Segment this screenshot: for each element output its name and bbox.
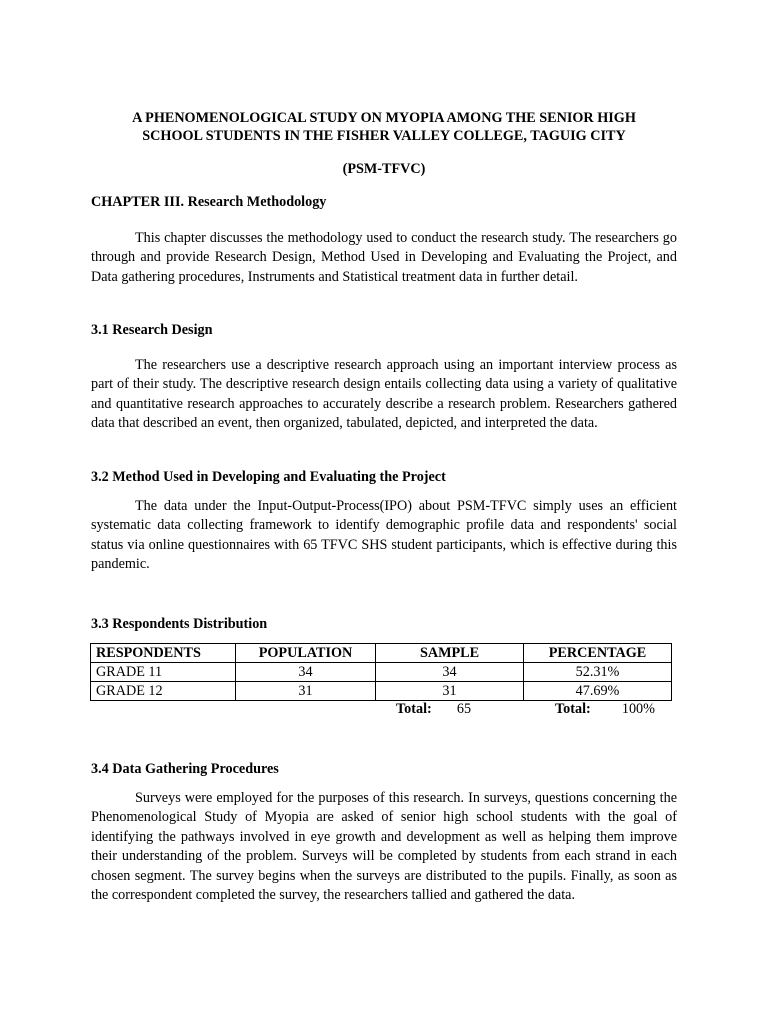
cell-respondents: GRADE 11 <box>91 663 236 682</box>
method-heading: 3.2 Method Used in Developing and Evaluating the Project <box>91 469 446 485</box>
distribution-table <box>90 643 672 701</box>
cell-sample: 31 <box>376 682 524 701</box>
title-line-2: SCHOOL STUDENTS IN THE FISHER VALLEY COLLEGE, TAGUIG CITY <box>142 128 626 144</box>
percentage-total-label: Total: <box>555 701 591 717</box>
title-line-1: A PHENOMENOLOGICAL STUDY ON MYOPIA AMONG THE SENIOR HIGH <box>132 110 636 126</box>
document-acronym: (PSM-TFVC) <box>342 161 426 177</box>
header-sample: SAMPLE <box>376 644 524 663</box>
intro-paragraph: This chapter discusses the methodology used to conduct the research study. The researchers go through and provide Research Design, Method Used in Developing and Evaluating the Project, and Data gathering procedures, Instruments and Statistical treatment data in further detail. <box>91 230 677 285</box>
header-percentage: PERCENTAGE <box>524 644 672 663</box>
document-title <box>90 109 678 145</box>
table-header-row <box>91 644 672 663</box>
cell-sample: 34 <box>376 663 524 682</box>
sample-total-value: 65 <box>456 701 472 717</box>
sample-total <box>396 700 471 719</box>
research-design-paragraph: The researchers use a descriptive research approach using an important interview process as part of their study. The descriptive research design entails collecting data using a variety of qualitative and quantitative research approaches to accurately describe a research problem. Researchers gathered data that described an event, then organized, tabulated, depicted, and interpreted the data. <box>91 357 677 432</box>
cell-population: 34 <box>236 663 376 682</box>
table-row <box>91 663 672 682</box>
distribution-heading: 3.3 Respondents Distribution <box>91 616 268 632</box>
percentage-total-value: 100% <box>621 701 655 717</box>
chapter-heading: CHAPTER III. Research Methodology <box>91 194 327 210</box>
method-paragraph: The data under the Input-Output-Process(IPO) about PSM-TFVC simply uses an efficient systematic data collecting framework to identify demographic profile data and respondents' social status via online questionnaires with 65 TFVC SHS student participants, which is effective during this pandemic. <box>91 498 677 573</box>
header-population: POPULATION <box>236 644 376 663</box>
table-row <box>91 682 672 701</box>
data-gathering-paragraph: Surveys were employed for the purposes of this research. In surveys, questions concerning the Phenomenological Study of Myopia are asked of senior high school students with the goal of identifying the pathways involved in eye growth and development as well as helping them improve their understanding of the problem. Surveys will be completed by students from each strand in each chosen segment. The survey begins when the surveys are distributed to the pupils. Finally, as soon as the correspondent completed the survey, the researchers tallied and gathered the data. <box>91 790 677 904</box>
cell-population: 31 <box>236 682 376 701</box>
header-respondents: RESPONDENTS <box>91 644 236 663</box>
cell-respondents: GRADE 12 <box>91 682 236 701</box>
sample-total-label: Total: <box>396 701 432 717</box>
research-design-heading: 3.1 Research Design <box>91 322 213 338</box>
cell-percentage: 47.69% <box>524 682 672 701</box>
percentage-total <box>555 700 655 719</box>
cell-percentage: 52.31% <box>524 663 672 682</box>
data-gathering-heading: 3.4 Data Gathering Procedures <box>91 761 279 777</box>
